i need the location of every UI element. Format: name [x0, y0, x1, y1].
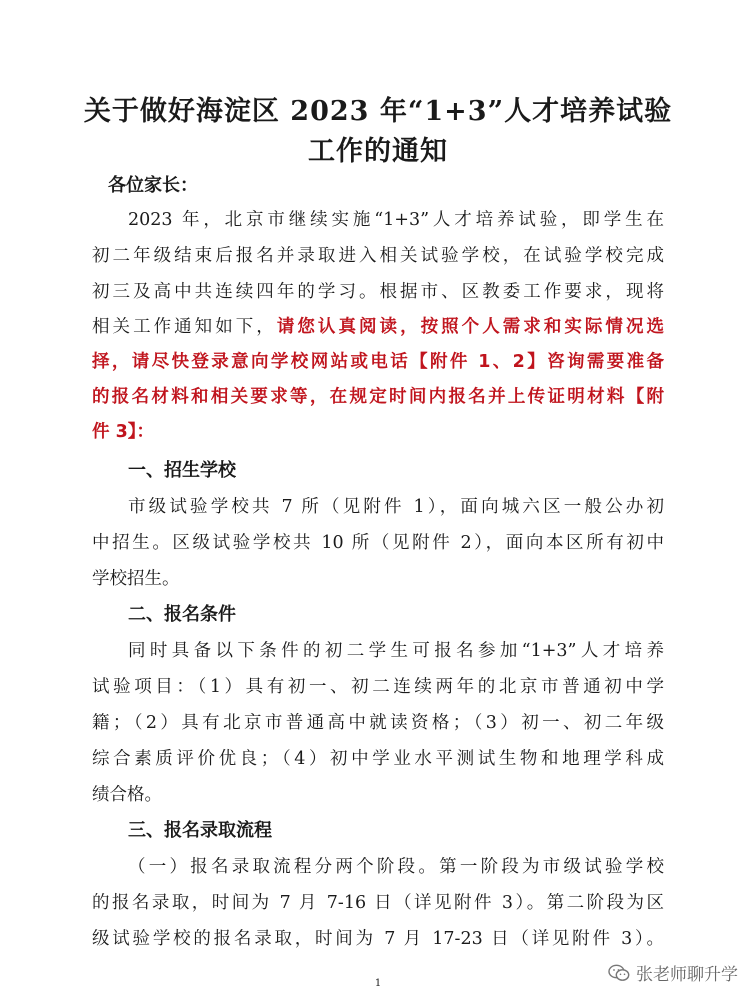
- intro-line-6: 的报名材料和相关要求等，在规定时间内报名并上传证明材料【附: [92, 387, 664, 407]
- title-line-1: 关于做好海淀区 2023 年“1+3”人才培养试验: [83, 96, 673, 127]
- section-1-line-3: 学校招生。: [92, 569, 180, 589]
- intro-line-4-red: 请您认真阅读，按照个人需求和实际情况选: [276, 317, 665, 337]
- intro-line-4: [92, 310, 664, 344]
- intro-line-3: 初三及高中共连续四年的学习。根据市、区教委工作要求，现将: [92, 282, 664, 302]
- section-2-line-5: 绩合格。: [92, 785, 162, 805]
- wechat-icon: [608, 964, 630, 982]
- salutation: 各位家长：: [108, 175, 198, 196]
- section-1-line-2: 中招生。区级试验学校共 10 所（见附件 2），面向本区所有初中: [92, 533, 664, 553]
- intro-line-1: 2023 年，北京市继续实施“1+3”人才培养试验，即学生在: [128, 210, 664, 230]
- section-3-line-2: 的报名录取，时间为 7 月 7-16 日（详见附件 3）。第二阶段为区: [92, 893, 664, 913]
- section-1-line-1: 市级试验学校共 7 所（见附件 1），面向城六区一般公办初: [128, 497, 664, 517]
- section-3-line-1: （一）报名录取流程分两个阶段。第一阶段为市级试验学校: [128, 857, 664, 877]
- page-number: 1: [374, 978, 382, 989]
- section-2-heading: 二、报名条件: [128, 604, 236, 625]
- intro-line-2: 初二年级结束后报名并录取进入相关试验学校，在试验学校完成: [92, 246, 664, 266]
- watermark-text: 张老师聊升学: [636, 965, 738, 985]
- section-1-heading: 一、招生学校: [128, 460, 236, 481]
- section-3-heading: 三、报名录取流程: [128, 820, 272, 841]
- section-3-line-3: 级试验学校的报名录取，时间为 7 月 17-23 日（详见附件 3）。: [92, 929, 664, 949]
- section-2-line-3: 籍；（2）具有北京市普通高中就读资格；（3）初一、初二年级: [92, 713, 664, 733]
- section-2-line-4: 综合素质评价优良；（4）初中学业水平测试生物和地理学科成: [92, 749, 664, 769]
- section-2-line-1: 同时具备以下条件的初二学生可报名参加“1+3”人才培养: [128, 641, 664, 661]
- watermark: [608, 960, 738, 985]
- section-2-line-2: 试验项目：（1）具有初一、初二连续两年的北京市普通初中学: [92, 677, 664, 697]
- title-line-2: 工作的通知: [308, 136, 448, 167]
- intro-line-5: 择，请尽快登录意向学校网站或电话【附件 1、2】咨询需要准备: [92, 352, 664, 372]
- intro-line-7: 件 3】：: [92, 422, 155, 442]
- intro-line-4-black: 相关工作通知如下，: [92, 317, 277, 337]
